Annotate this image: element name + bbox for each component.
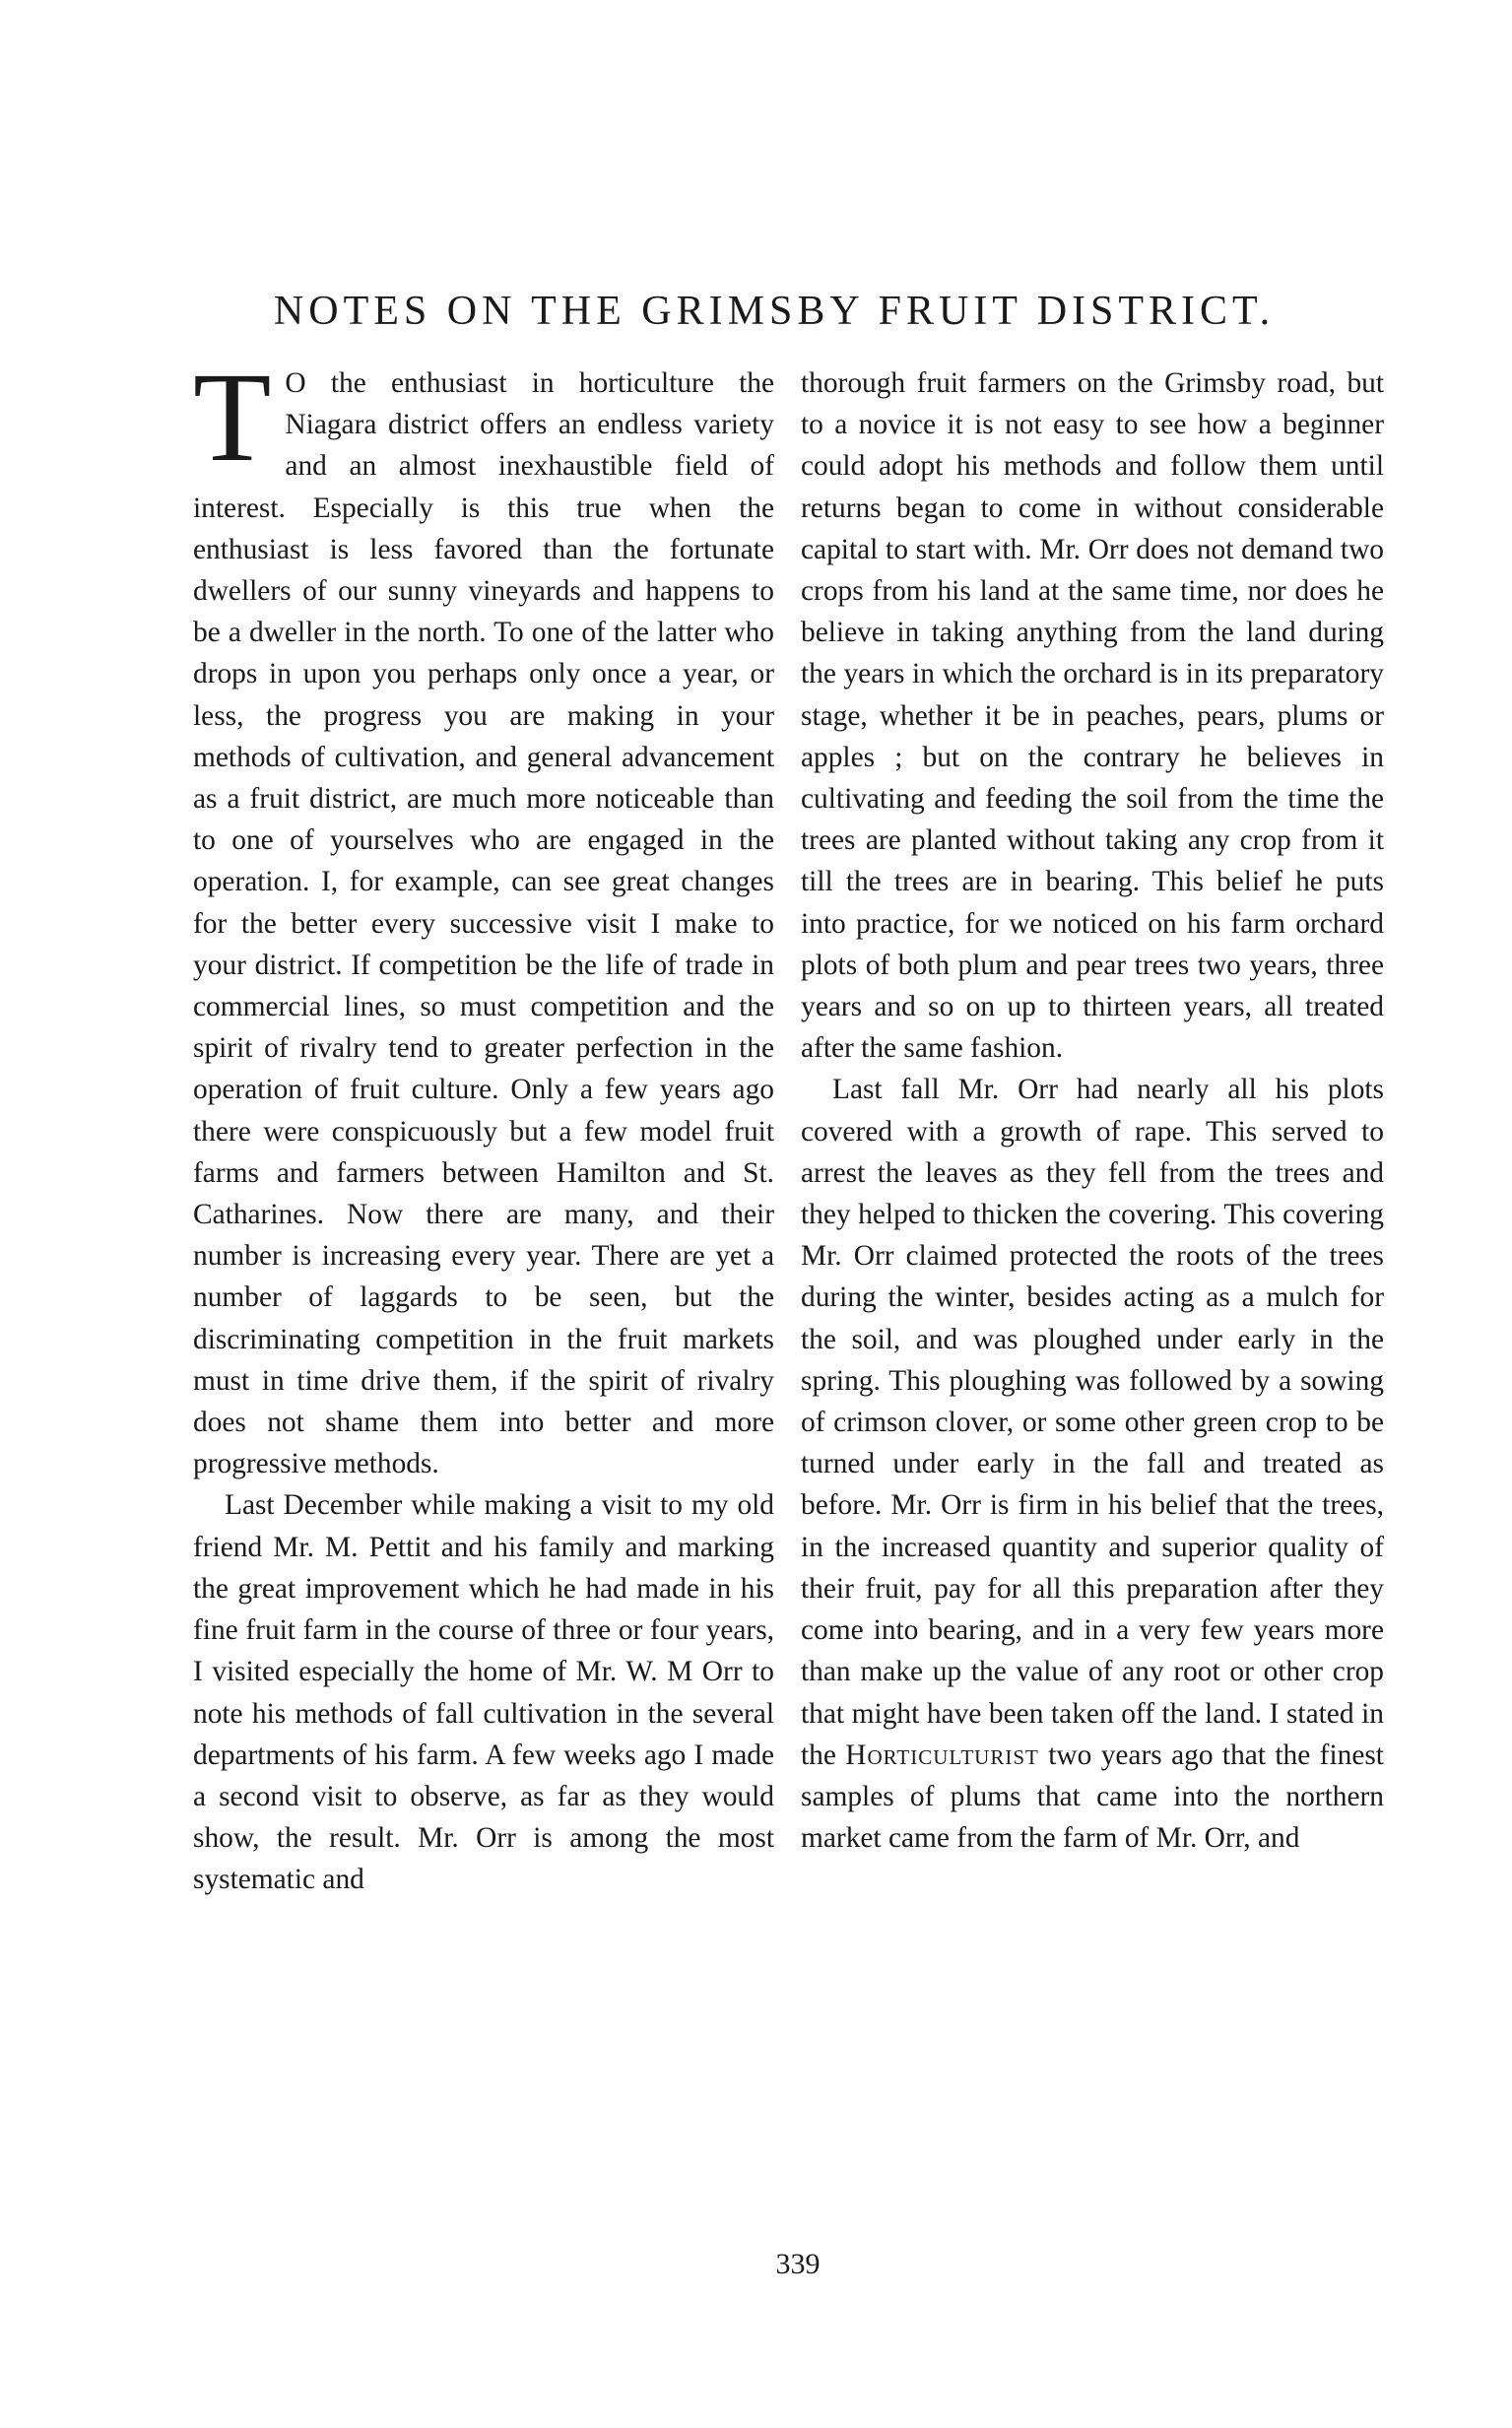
- paragraph: Last December while making a visit to my old friend Mr. M. Pettit and his family and marking the great improvement which he had made in his fine fruit farm in the course of three or four years, I visited especially the home of Mr. W. M Orr to note his methods of fall cultivation in the several departments of his farm. A few weeks ago I made a second visit to observe, as far as they would show, the result. Mr. Orr is among the most systematic and: [193, 1489, 774, 1896]
- paragraph-text: O the enthusiast in horticulture the Niagara district offers an endless variety and an almost inexhaustible field of interest. Especially is this true when the enthusiast is less favored than the fortunate dwellers of our sunny vineyards and happens to be a dweller in the north. To one of the latter who drops in upon you perhaps only once a year, or less, the progress you are making in your methods of cultivation, and general advancement as a fruit district, are much more noticeable than to one of yourselves who are engaged in the operation. I, for example, can see great changes for the better every successive visit I make to your district. If competition be the life of trade in commercial lines, so must competition and the spirit of rivalry tend to greater perfection in the operation of fruit culture. Only a few years ago there were conspicuously but a few model fruit farms and farmers between Hamilton and St. Catharines. Now there are many, and their number is increasing every year. There are yet a number of laggards to be seen, but the discriminating competition in the fruit markets must in time drive them, if the spirit of rivalry does not shame them into better and more progressive methods.: [193, 367, 774, 1480]
- paragraph: thorough fruit farmers on the Grimsby road, but to a novice it is not easy to see how a beginner could adopt his methods and follow them until returns began to come in without considerable capital to start with. Mr. Orr does not demand two crops from his land at the same time, nor does he believe in taking anything from the land during the years in which the orchard is in its preparatory stage, whether it be in peaches, pears, plums or apples ; but on the contrary he believes in cultivating and feeding the soil from the time the trees are planted without taking any crop from it till the trees are in bearing. This belief he puts into practice, for we noticed on his farm orchard plots of both plum and pear trees two years, three years and so on up to thirteen years, all treated after the same fashion.: [801, 367, 1384, 1065]
- paragraph-text: Last fall Mr. Orr had nearly all his plots covered with a growth of rape. This served to arrest the leaves as they fell from the trees and they helped to thicken the covering. This covering Mr. Orr claimed protected the roots of the trees during the winter, besides acting as a mulch for the soil, and was ploughed under early in the spring. This ploughing was followed by a sowing of crimson clover, or some other green crop to be turned under early in the fall and treated as before. Mr. Orr is firm in his belief that the trees, in the increased quantity and superior quality of their fruit, pay for all this preparation after they come into bearing, and in a very few years more than make up the value of any root or other crop that might have been taken off the land. I stated in the: [801, 1074, 1384, 1771]
- publication-name: Horticulturist: [845, 1739, 1039, 1771]
- left-column: [193, 347, 774, 1901]
- right-column: [801, 362, 1384, 1859]
- page-number: 339: [775, 2248, 821, 2280]
- paragraph: [801, 1069, 1384, 1859]
- article-title: NOTES ON THE GRIMSBY FRUIT DISTRICT.: [273, 289, 1276, 334]
- paragraph-text: two years ago that the finest samples of plums that came into the northern market came from the farm of Mr. Orr, and: [801, 1739, 1384, 1855]
- paragraph: [193, 347, 774, 1484]
- drop-cap: T: [193, 347, 272, 489]
